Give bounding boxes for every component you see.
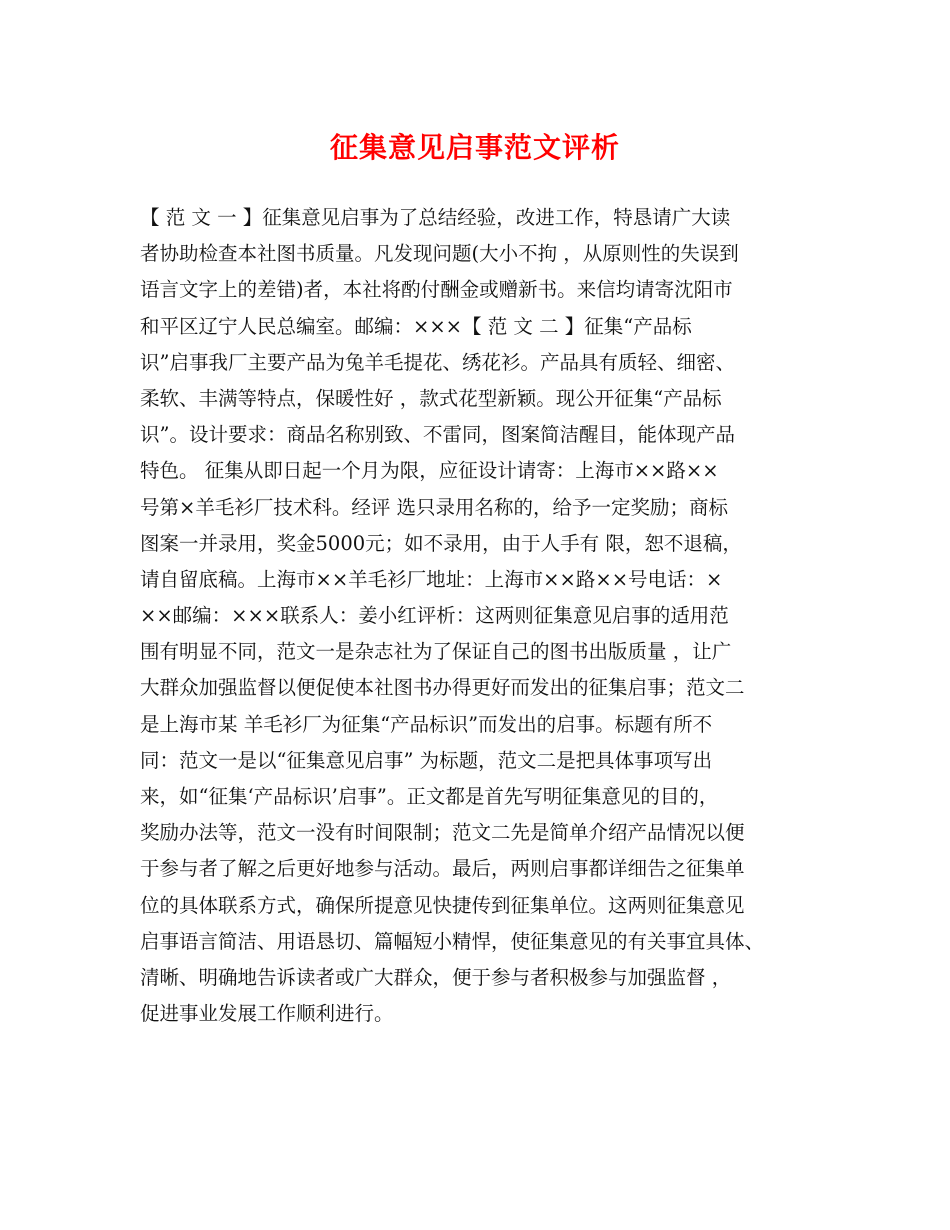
body-line: 大群众加强监督以便促使本社图书办得更好而发出的征集启事；范文二 [140,676,745,700]
body-line: 柔软、丰满等特点，保暖性好 ，款式花型新颖。现公开征集“产品标 [140,386,722,410]
document-title: 征集意见启事范文评析 [329,131,620,164]
document-body [140,200,820,1032]
body-line: 和平区辽宁人民总编室。邮编：×××【 范 文 二 】征集“产品标 [140,314,692,338]
body-line: 围有明显不同，范文一是杂志社为了保证自己的图书出版质量 ，让广 [140,640,732,664]
body-line: 【 范 文 一 】征集意见启事为了总结经验，改进工作，特恳请广大读 [140,206,731,229]
body-line: 奖励办法等，范文一没有时间限制；范文二先是简单介绍产品情况以便 [140,821,745,845]
body-line: 启事语言简洁、用语恳切、篇幅短小精悍，使征集意见的有关事宜具体、 [140,929,765,953]
body-line: 语言文字上的差错)者，本社将酌付酬金或赠新书。来信均请寄沈阳市 [140,278,733,302]
body-line: 特色。 征集从即日起一个月为限，应征设计请寄：上海市××路×× [140,459,719,483]
body-line: 请自留底稿。上海市××羊毛衫厂地址：上海市××路××号电话：× [140,567,723,591]
body-line: ××邮编：×××联系人：姜小红评析：这两则征集意见启事的适用范 [140,604,729,628]
body-line: 识”启事我厂主要产品为兔羊毛提花、绣花衫。产品具有质轻、细密、 [140,350,735,374]
body-line: 识”。设计要求：商品名称别致、不雷同，图案简洁醒目，能体现产品 [140,423,735,447]
body-line: 来，如“征集‘产品标识’启事”。正文都是首先写明征集意见的目的， [140,785,719,808]
body-line: 是上海市某 羊毛衫厂为征集“产品标识”而发出的启事。标题有所不 [140,712,713,736]
body-line: 图案一并录用，奖金5000元；如不录用，由于人手有 限，恕不退稿， [140,531,742,555]
body-line: 同：范文一是以“征集意见启事” 为标题，范文二是把具体事项写出 [140,748,713,772]
body-line: 号第×羊毛衫厂技术科。经评 选只录用名称的，给予一定奖励；商标 [140,495,729,519]
body-line: 清晰、明确地告诉读者或广大群众，便于参与者积极参与加强监督 ， [140,965,732,989]
body-line: 促进事业发展工作顺利进行。 [140,1002,394,1026]
body-line: 位的具体联系方式，确保所提意见快捷传到征集单位。这两则征集意见 [140,893,745,917]
body-line: 于参与者了解之后更好地参与活动。最后，两则启事都详细告之征集单 [140,857,745,881]
body-line: 者协助检查本社图书质量。凡发现问题(大小不拘 ，从原则性的失误到 [140,242,739,266]
